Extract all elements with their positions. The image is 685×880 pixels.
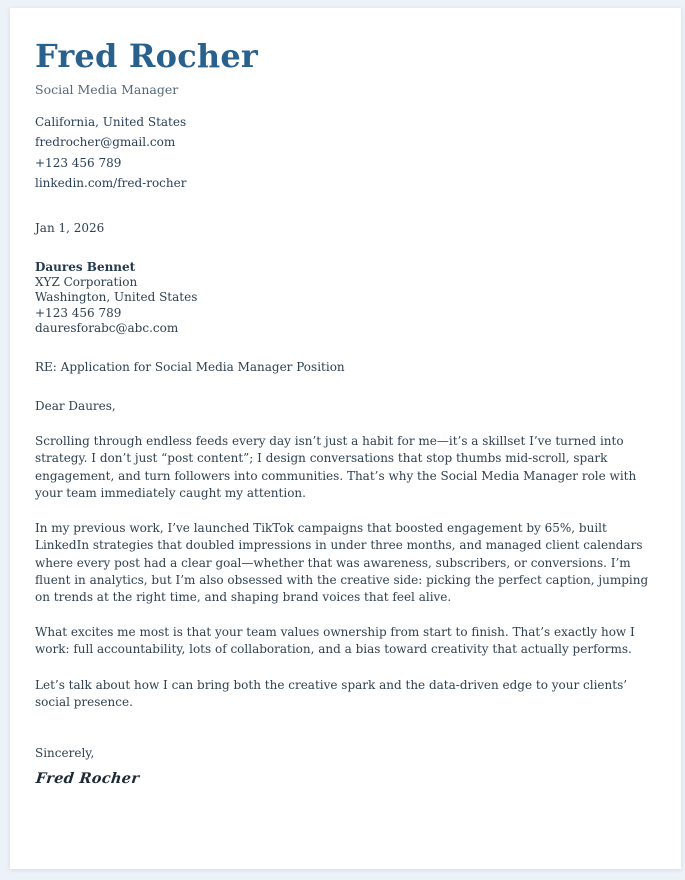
recipient-phone: +123 456 789	[35, 305, 122, 320]
body-paragraph-4: Let’s talk about how I can bring both the creative spark and the data-driven edge to your clients’ social presence.	[35, 677, 628, 709]
letter-date: Jan 1, 2026	[35, 220, 105, 235]
contact-email: fredrocher@gmail.com	[35, 135, 176, 150]
applicant-name: Fred Rocher	[35, 37, 258, 75]
recipient-block	[35, 260, 651, 336]
salutation: Dear Daures,	[35, 399, 116, 414]
recipient-location: Washington, United States	[35, 290, 198, 305]
contact-location: California, United States	[35, 114, 187, 129]
body-paragraph-3: What excites me most is that your team values ownership from start to finish. That’s exactly how I work: full accountability, lots of collaboration, and a bias toward creativity that actually performs.	[35, 625, 635, 657]
subject-line: RE: Application for Social Media Manager Position	[35, 360, 345, 375]
applicant-job-title: Social Media Manager	[35, 81, 179, 97]
recipient-company: XYZ Corporation	[35, 275, 138, 290]
signature: Fred Rocher	[35, 769, 141, 787]
closing: Sincerely,	[35, 745, 95, 760]
body-paragraph-2: In my previous work, I’ve launched TikTok campaigns that boosted engagement by 65%, built LinkedIn strategies that doubled impressions in under three months, and managed client calendars where every post had a clear goal—whether that was awareness, subscribers, or conversions. I’m fluent in analytics, but I’m also obsessed with the creative side: picking the perfect caption, jumping on trends at the right time, and shaping brand voices that feel alive.	[35, 521, 649, 604]
contact-linkedin: linkedin.com/fred-rocher	[35, 176, 187, 191]
recipient-name: Daures Bennet	[35, 259, 136, 274]
contact-phone: +123 456 789	[35, 155, 122, 170]
cover-letter-document	[10, 8, 681, 869]
recipient-email: dauresforabc@abc.com	[35, 320, 179, 335]
body-paragraph-1: Scrolling through endless feeds every day isn’t just a habit for me—it’s a skillset I’ve turned into strategy. I don’t just “post content”; I design conversations that stop thumbs mid-scroll, spark engagement, and turn followers into communities. That’s why the Social Media Manager role with your team immediately caught my attention.	[35, 434, 637, 500]
contact-block	[35, 112, 651, 194]
